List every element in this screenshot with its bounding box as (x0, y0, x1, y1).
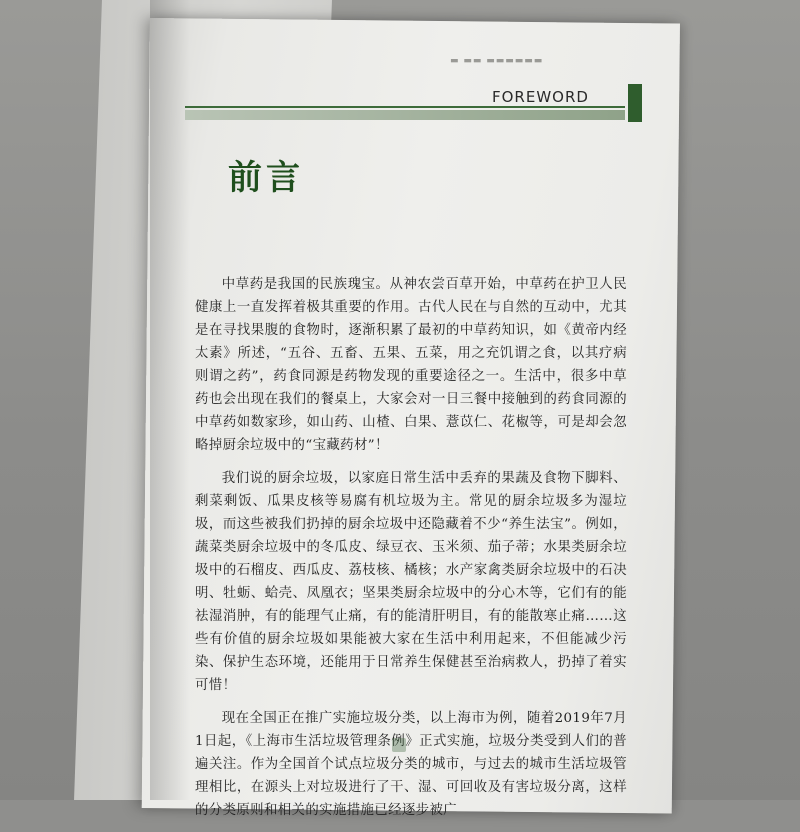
header-tab-mark (628, 84, 642, 122)
page-number-mark (392, 738, 406, 752)
chapter-title: 前言 (228, 158, 304, 198)
header-rule (185, 106, 625, 108)
foreword-heading: FOREWORD (492, 88, 589, 106)
header-band (185, 110, 625, 120)
paragraph: 中草药是我国的民族瑰宝。从神农尝百草开始，中草药在护卫人民健康上一直发挥着极其重要的作用。古代人民在与自然的互动中，尤其是在寻找果腹的食物时，逐渐积累了最初的中草药知识，如《黄帝内经太素》所述，“五谷、五畜、五果、五菜，用之充饥谓之食，以其疗病则谓之药”，药食同源是药物发现的重要途径之一。生活中，很多中草药也会出现在我们的餐桌上，大家会对一日三餐中接触到的药食同源的中草药如数家珍，如山药、山楂、白果、薏苡仁、花椒等，可是却会忽略掉厨余垃圾中的“宝藏药材”！ (195, 277, 627, 453)
spine-shadow (150, 0, 190, 800)
running-head: ▬ ▬▬ ▬▬▬▬▬▬ (450, 56, 544, 66)
paragraph: 现在全国正在推广实施垃圾分类，以上海市为例，随着2019年7月1日起，《上海市生活垃圾管理条例》正式实施，垃圾分类受到人们的普遍关注。作为全国首个试点垃圾分类的城市，与过去的城市生活垃圾管理相比，在源头上对垃圾进行了干、湿、可回收及有害垃圾分离，这样的分类原则和相关的实施措施已经逐步被广 (195, 711, 627, 818)
paragraph: 我们说的厨余垃圾，以家庭日常生活中丢弃的果蔬及食物下脚料、剩菜剩饭、瓜果皮核等易腐有机垃圾为主。常见的厨余垃圾多为湿垃圾，而这些被我们扔掉的厨余垃圾中还隐藏着不少“养生法宝”。例如，蔬菜类厨余垃圾中的冬瓜皮、绿豆衣、玉米须、茄子蒂；水果类厨余垃圾中的石榴皮、西瓜皮、荔枝核、橘核；水产家禽类厨余垃圾中的石决明、牡蛎、蛤壳、凤凰衣；坚果类厨余垃圾中的分心木等，它们有的能祛湿消肿，有的能理气止痛，有的能清肝明目，有的能散寒止痛……这些有价值的厨余垃圾如果能被大家在生活中利用起来，不但能减少污染、保护生态环境，还能用于日常养生保健甚至治病救人，扔掉了着实可惜！ (195, 471, 627, 693)
body-text (195, 273, 627, 832)
